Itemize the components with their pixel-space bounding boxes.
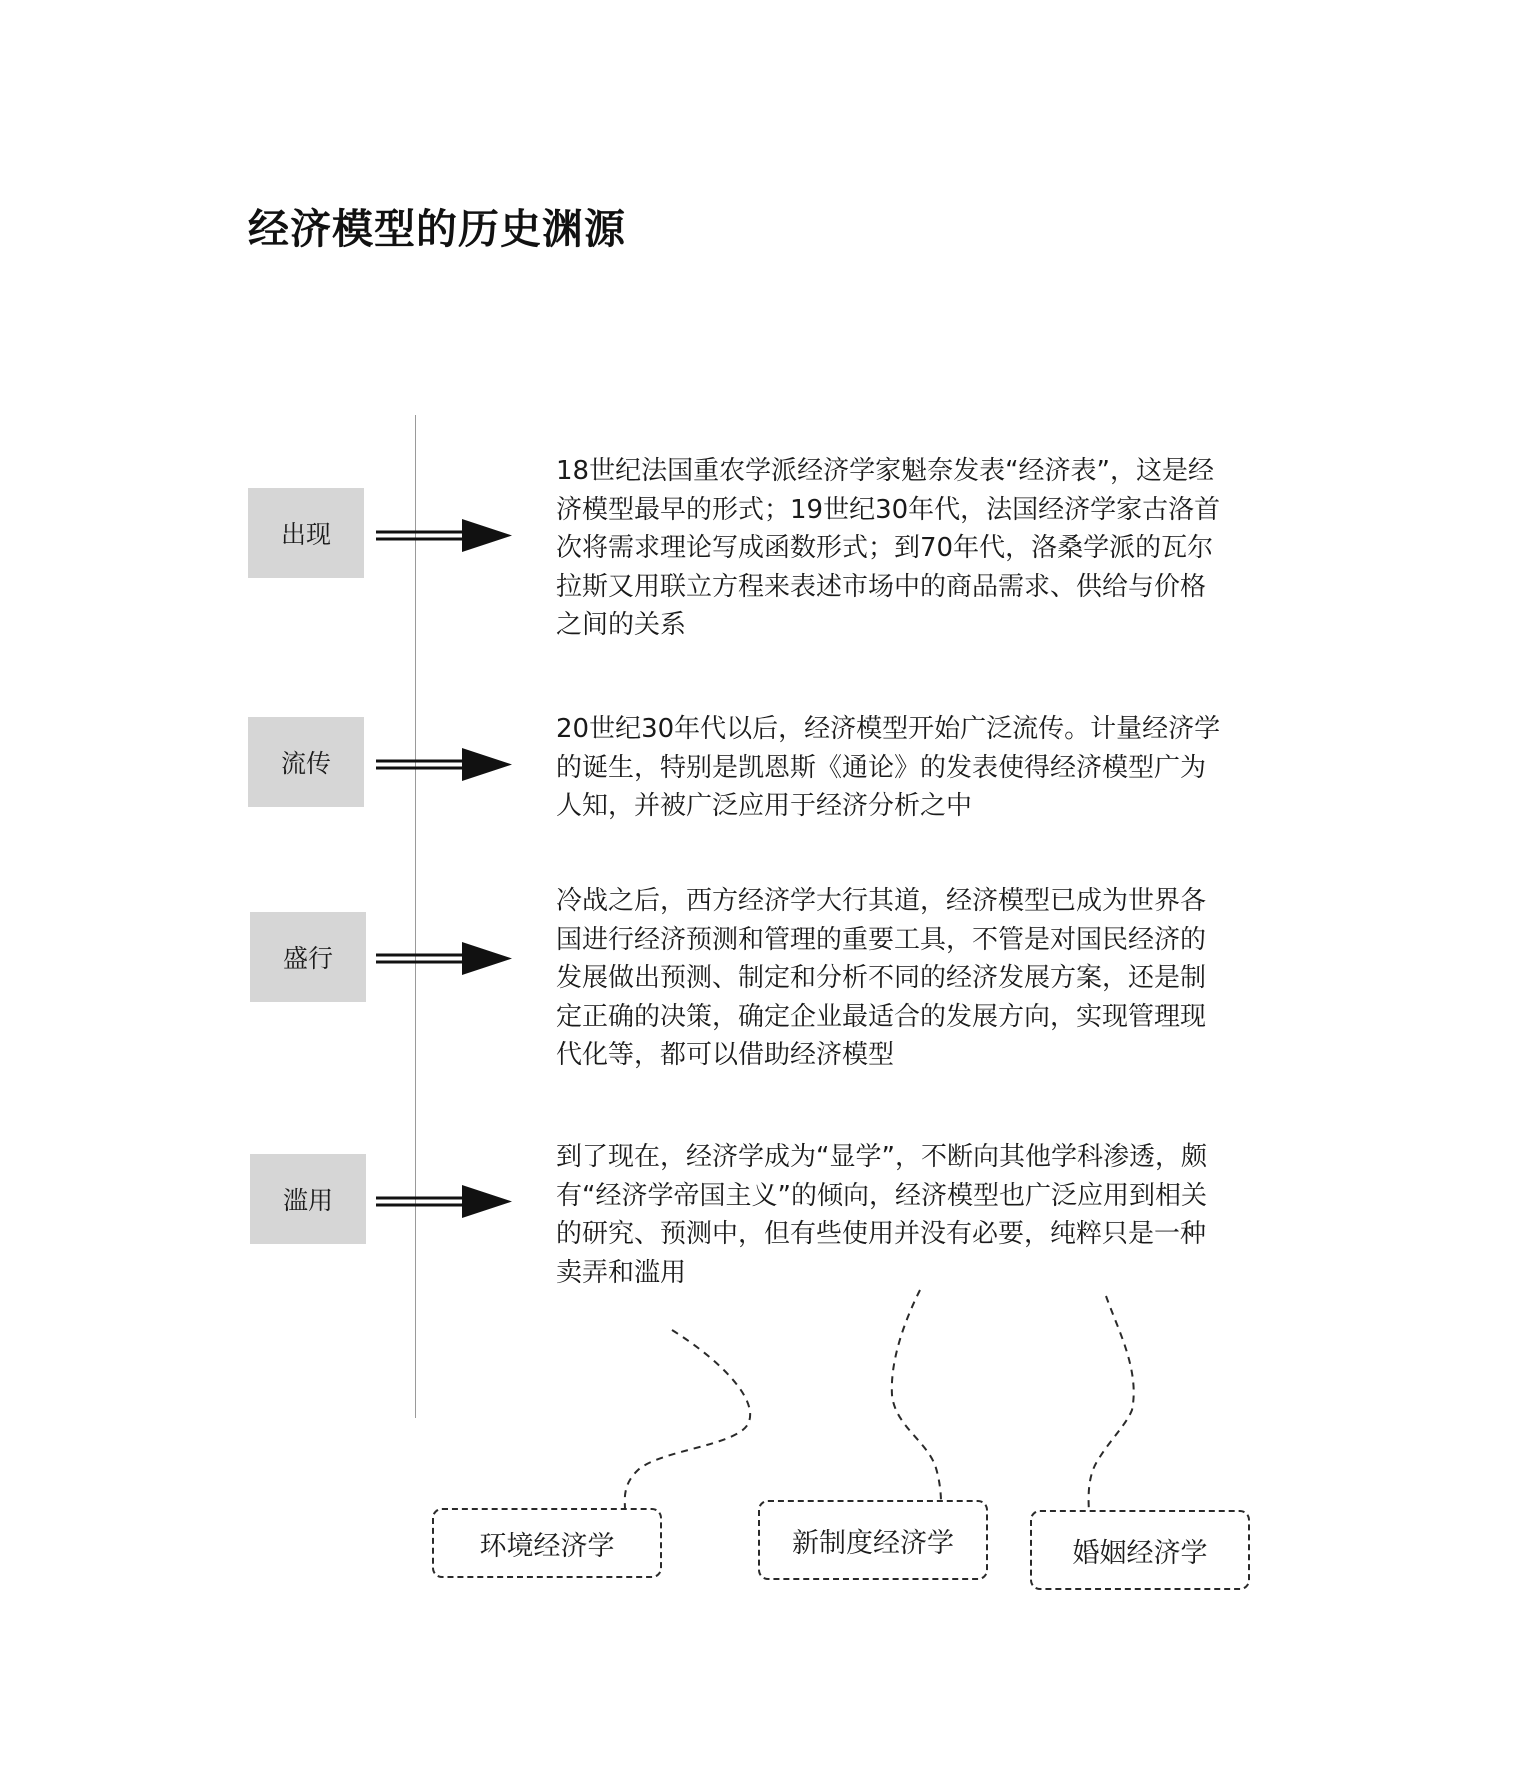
double-arrow-icon [376, 515, 516, 555]
stage-text-spread: 20世纪30年代以后，经济模型开始广泛流传。计量经济学的诞生，特别是凯恩斯《通论》的发表使得经济模型广为人知，并被广泛应用于经济分析之中 [556, 714, 1221, 821]
double-arrow-icon [376, 1181, 516, 1221]
connector-environmental [625, 1330, 750, 1510]
timeline-line [415, 415, 416, 1418]
stage-text-abuse: 到了现在，经济学成为“显学”，不断向其他学科渗透，颇有“经济学帝国主义”的倾向，经济模型也广泛应用到相关的研究、预测中，但有些使用并没有必要，纯粹只是一种卖弄和滥用 [556, 1142, 1207, 1288]
branch-box-marriage: 婚姻经济学 [1030, 1510, 1250, 1590]
stage-label-spread: 流传 [248, 717, 364, 807]
connector-institutional [892, 1290, 941, 1502]
connector-marriage [1089, 1296, 1134, 1512]
stage-text-emergence: 18世纪法国重农学派经济学家魁奈发表“经济表”，这是经济模型最早的形式；19世纪30年代，法国经济学家古洛首次将需求理论写成函数形式；到70年代，洛桑学派的瓦尔拉斯又用联立方程来表述市场中的商品需求、供给与价格之间的关系 [556, 456, 1221, 640]
stage-text-prevalence: 冷战之后，西方经济学大行其道，经济模型已成为世界各国进行经济预测和管理的重要工具，不管是对国民经济的发展做出预测、制定和分析不同的经济发展方案，还是制定正确的决策，确定企业最适合的发展方向，实现管理现代化等，都可以借助经济模型 [556, 886, 1207, 1070]
branch-box-institutional: 新制度经济学 [758, 1500, 988, 1580]
double-arrow-icon [376, 938, 516, 978]
branch-box-environmental: 环境经济学 [432, 1508, 662, 1578]
page-title: 经济模型的历史渊源 [248, 205, 626, 253]
stage-label-emergence: 出现 [248, 488, 364, 578]
double-arrow-icon [376, 744, 516, 784]
stage-label-prevalence: 盛行 [250, 912, 366, 1002]
stage-label-abuse: 滥用 [250, 1154, 366, 1244]
